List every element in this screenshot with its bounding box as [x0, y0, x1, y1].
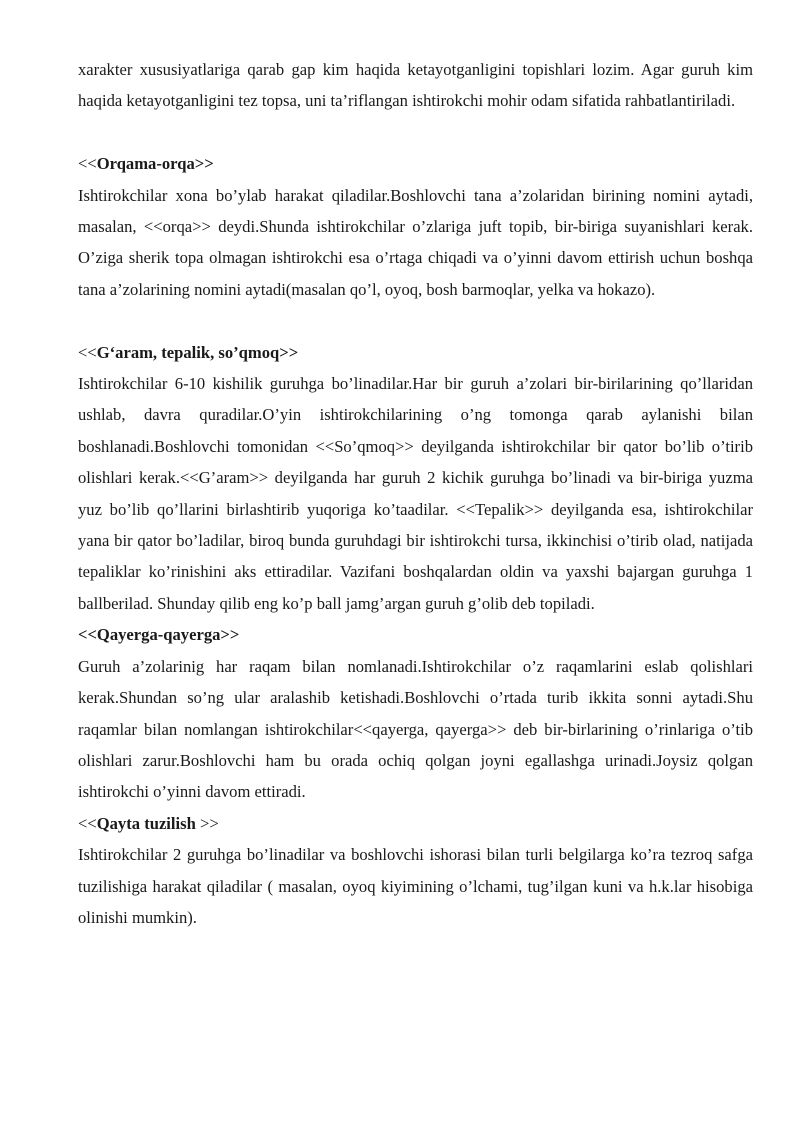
- spacer: [78, 305, 753, 336]
- section-body-qayerga-qayerga: Guruh a’zolarinig har raqam bilan nomlanadi.Ishtirokchilar o’z raqamlarini eslab qolishlari kerak.Shundan so’ng ular aralashib ketishadi.Boshlovchi o’rtada turib ikkita sonni aytadi.Shu raqamlar bilan nomlangan ishtirokchilar<<qayerga, qayerga>> deb bir-birlarining o’rinlariga o’tib olishlari zarur.Boshlovchi ham bu orada ochiq qolgan joyni egallashga urinadi.Joysiz qolgan ishtirokchi o’yinni davom ettiradi.: [78, 656, 753, 802]
- heading-title: Qayta tuzilish: [96, 813, 196, 833]
- heading-title: Orqama-orqa>>: [96, 154, 214, 174]
- section-body-orqama-orqa: Ishtirokchilar xona bo’ylab harakat qiladilar.Boshlovchi tana a’zolaridan birining nomini aytadi, masalan, <<orqa>> deydi.Shunda ishtirokchilar o’zlariga juft topib, bir-biriga suyanishlari kerak. O’ziga sherik topa olmagan ishtirokchi esa o’rtaga chiqadi va o’yinni davom ettirish uchun boshqa tana a’zolarining nomini aytadi(masalan qo’l, oyoq, bosh barmoqlar, yelka va hokazo).: [78, 185, 753, 299]
- document-page: [78, 54, 753, 933]
- heading-suffix: >>: [195, 813, 219, 833]
- heading-title: G‘aram, tepalik, so’qmoq>>: [96, 342, 299, 362]
- intro-paragraph: xarakter xususiyatlariga qarab gap kim haqida ketayotganligini topishlari lozim. Agar guruh kim haqida ketayotganligini tez topsa, uni ta’riflangan ishtirokchi mohir odam sifatida rahbatlantiriladi.: [78, 60, 753, 111]
- section-heading-garam-tepalik-soqmoq: [78, 337, 753, 368]
- section-heading-orqama-orqa: [78, 148, 753, 179]
- heading-prefix: <<: [78, 154, 97, 174]
- heading-title: <<Qayerga-qayerga>>: [78, 625, 240, 645]
- section-body-qayta-tuzilish: Ishtirokchilar 2 guruhga bo’linadilar va boshlovchi ishorasi bilan turli belgilarga ko’ra tezroq safga tuzilishiga harakat qiladilar ( masalan, oyoq kiyimining o’lchami, tug’ilgan kuni va h.k.lar hisobiga olinishi mumkin).: [78, 845, 753, 927]
- section-heading-qayerga-qayerga: [78, 619, 753, 650]
- section-body-garam-tepalik-soqmoq: Ishtirokchilar 6-10 kishilik guruhga bo’linadilar.Har bir guruh a’zolari bir-birilarining qo’llaridan ushlab, davra quradilar.O’yin ishtirokchilarining o’ng tomonga qarab aylanishi bilan boshlanadi.Boshlovchi tomonidan <<So’qmoq>> deyilganda ishtirokchilar bir qator bo’lib o’tirib olishlari kerak.<<G’aram>> deyilganda har guruh 2 kichik guruhga bo’linadi va bir-biriga yuzma yuz bo’lib qo’llarini birlashtirib yuqoriga ko’taadilar. <<Tepalik>> deyilganda esa, ishtirokchilar yana bir qator bo’ladilar, biroq bunda guruhdagi bir ishtirokchi tursa, ikkinchisi o’tirib olad, natijada tepaliklar ko’rinishini aks ettiradilar. Vazifani boshqalardan oldin va yaxshi bajargan guruhga 1 ballberilad. Shunday qilib eng ko’p ball jamg’argan guruh g’olib deb topiladi.: [78, 374, 753, 613]
- spacer: [78, 117, 753, 148]
- section-heading-qayta-tuzilish: [78, 808, 753, 839]
- heading-prefix: <<: [78, 342, 97, 362]
- heading-prefix: <<: [78, 813, 97, 833]
